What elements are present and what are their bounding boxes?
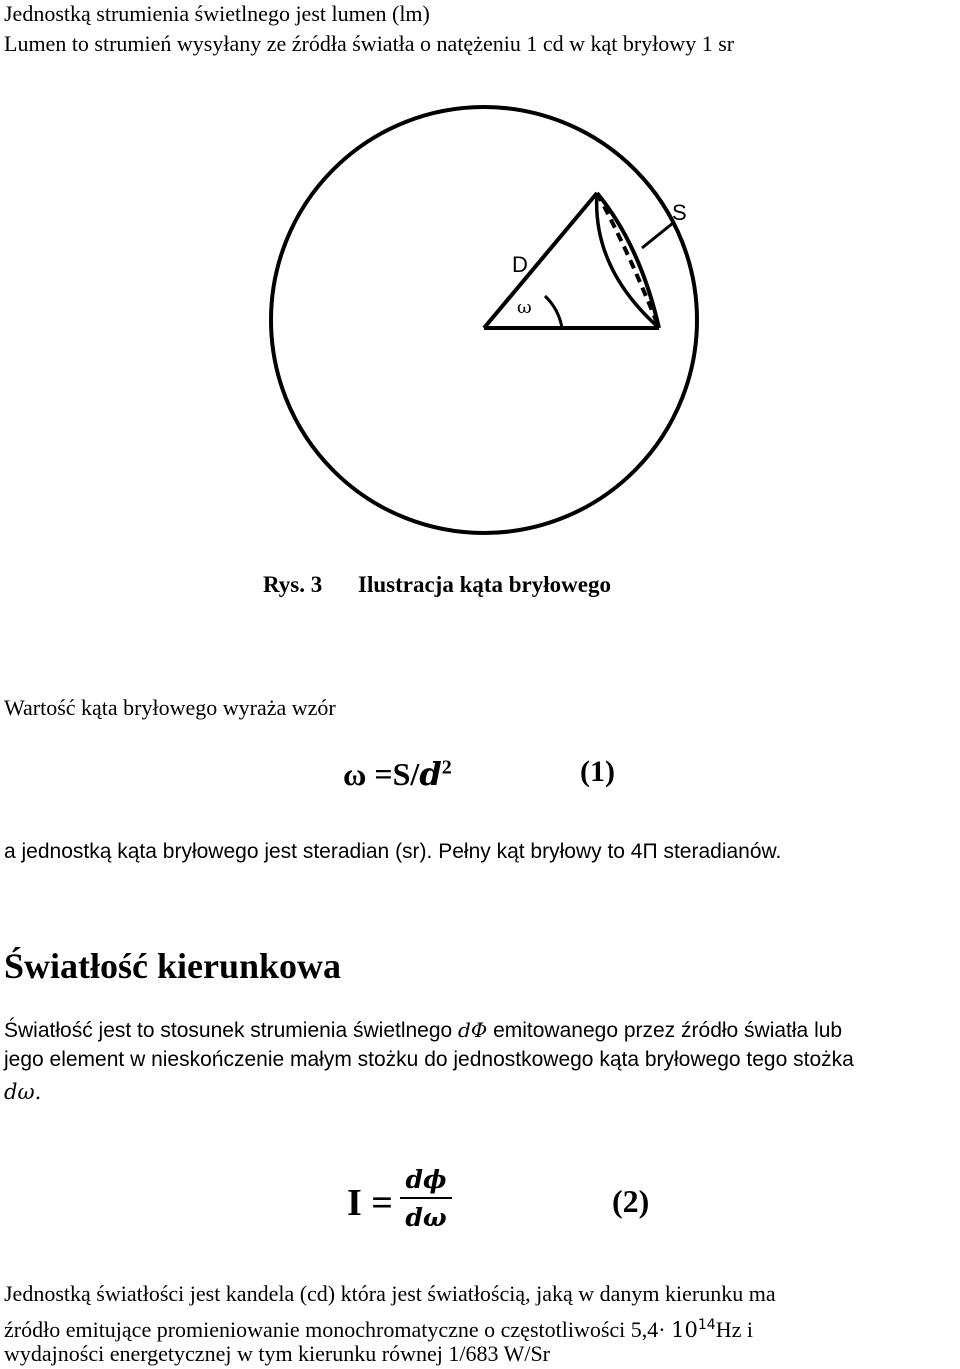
frequency-base: 10	[671, 1318, 698, 1342]
label-omega: ω	[517, 297, 532, 318]
formula-2	[0, 1165, 960, 1245]
formula-1-exp: 2	[441, 756, 452, 779]
definition-line-3: dω.	[4, 1080, 42, 1104]
formula-2-fraction	[400, 1165, 452, 1232]
formula-2-lhs: I =	[347, 1182, 393, 1224]
candela-text-b: Hz i	[715, 1317, 753, 1342]
solid-angle-figure	[0, 0, 960, 560]
solid-angle-intro: Wartość kąta bryłowego wyraża wzór	[4, 695, 336, 720]
steradian-text: a jednostką kąta bryłowego jest steradian (sr). Pełny kąt bryłowy to 4Π steradianów.	[4, 840, 782, 863]
candela-line-1: Jednostką światłości jest kandela (cd) która jest światłością, jaką w danym kierunku ma	[4, 1281, 776, 1306]
s-leader-line	[642, 223, 673, 248]
frequency-exponent: 14	[697, 1317, 716, 1333]
formula-2-tag: (2)	[612, 1183, 650, 1219]
caption-text: Ilustracja kąta bryłowego	[358, 572, 611, 597]
definition-line-2: jego element w nieskończenie małym stożku do jednostkowego kąta bryłowego tego stożka	[4, 1048, 854, 1071]
section-heading: Światłość kierunkowa	[4, 946, 342, 986]
formula-1-lhs: ω =S/	[343, 756, 420, 792]
definition-text-a: Światłość jest to stosunek strumienia świetlnego	[4, 1019, 459, 1042]
label-d: D	[512, 252, 528, 277]
cap-dashed-arc	[597, 193, 659, 328]
radius-upper	[484, 193, 597, 328]
flux-symbol: dΦ	[458, 1018, 488, 1042]
formula-1-tag: (1)	[580, 755, 615, 788]
formula-2-denominator: dω	[405, 1203, 447, 1232]
caption-number: Rys. 3	[263, 572, 323, 597]
formula-2-numerator: dϕ	[400, 1165, 452, 1199]
definition-text-b: emitowanego przez źródło światła lub	[487, 1019, 843, 1042]
omega-arc	[545, 296, 562, 328]
formula-1-var: d	[419, 755, 442, 793]
definition-line-1	[4, 1016, 842, 1045]
candela-text-a: źródło emitujące promieniowanie monochromatyczne o częstotliwości 5,4·	[4, 1317, 672, 1342]
formula-1	[0, 755, 960, 799]
label-s: S	[672, 200, 687, 225]
candela-line-3: wydajności energetycznej w tym kierunku równej 1/683 W/Sr	[4, 1341, 551, 1366]
intro-line-1: Jednostką strumienia świetlnego jest lumen (lm)	[4, 1, 430, 26]
intro-line-2: Lumen to strumień wysyłany ze źródła światła o natężeniu 1 cd w kąt bryłowy 1 sr	[4, 31, 735, 56]
sphere-circle	[271, 107, 697, 533]
